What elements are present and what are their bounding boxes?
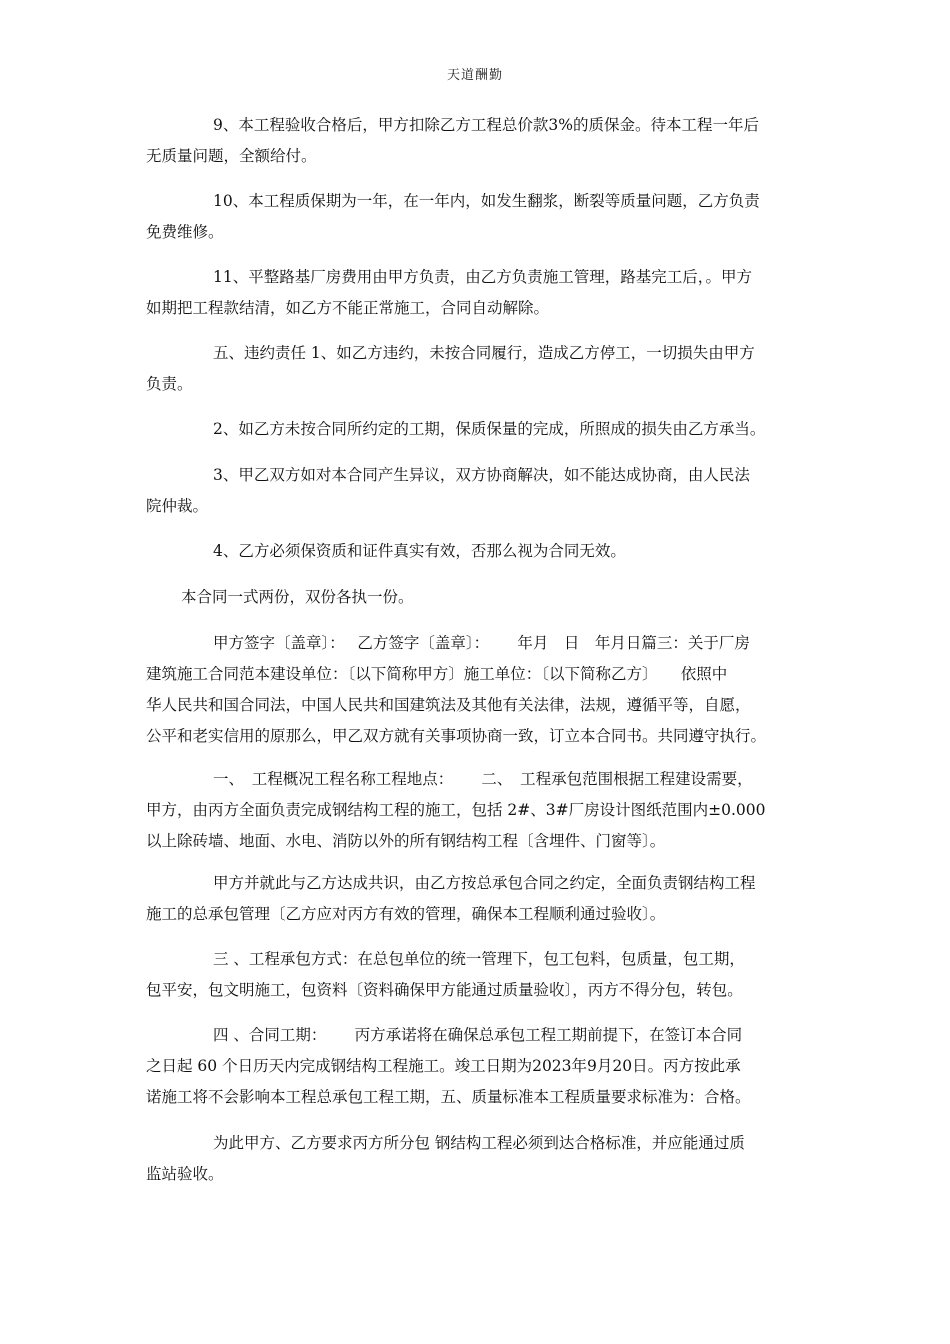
text-line: 三 、工程承包方式：在总包单位的统一管理下，包工包料，包质量，包工期， — [213, 950, 745, 968]
text-line: 华人民共和国合同法，中国人民共和国建筑法及其他有关法律，法规，遵循平等，自愿， — [146, 696, 751, 714]
paragraph — [146, 460, 806, 522]
text-line: 之日起 60 个日历天内完成钢结构工程施工。竣工日期为2023年9月20日。丙方按此承 — [146, 1057, 741, 1075]
text-line: 为此甲方、乙方要求丙方所分包 钢结构工程必须到达合格标准，并应能通过质 — [213, 1134, 745, 1152]
text-line: 10、本工程质保期为一年，在一年内，如发生翻浆，断裂等质量问题，乙方负责 — [213, 192, 760, 210]
paragraph — [146, 414, 806, 445]
text-line: 五、违约责任 1、如乙方违约，未按合同履行，造成乙方停工，一切损失由甲方 — [213, 344, 755, 362]
text-line: 4、乙方必须保资质和证件真实有效，否那么视为合同无效。 — [213, 542, 626, 560]
text-line: 9、本工程验收合格后，甲方扣除乙方工程总价款3%的质保金。待本工程一年后 — [213, 116, 759, 134]
text-line: 一、 工程概况工程名称工程地点： 二、 工程承包范围根据工程建设需要， — [213, 770, 753, 788]
text-line: 2、如乙方未按合同所约定的工期，保质保量的完成，所照成的损失由乙方承当。 — [213, 420, 766, 438]
text-line: 负责。 — [146, 375, 193, 393]
paragraph — [146, 1128, 806, 1190]
text-line: 诺施工将不会影响本工程总承包工程工期，五、质量标准本工程质量要求标准为：合格。 — [146, 1088, 751, 1106]
paragraph — [146, 582, 806, 613]
text-line: 无质量问题，全额给付。 — [146, 147, 317, 165]
text-line: 公平和老实信用的原那么，甲乙双方就有关事项协商一致，订立本合同书。共同遵守执行。 — [146, 727, 767, 745]
text-line: 11、平整路基厂房费用由甲方负责，由乙方负责施工管理，路基完工后，。甲方 — [213, 268, 752, 286]
text-line: 建筑施工合同范本建设单位：〔以下简称甲方〕施工单位：〔以下简称乙方〕 依照中 — [146, 665, 728, 683]
paragraph — [146, 868, 806, 930]
text-line: 甲方并就此与乙方达成共识，由乙方按总承包合同之约定，全面负责钢结构工程 — [213, 874, 756, 892]
text-line: 包平安，包文明施工，包资料〔资料确保甲方能通过质量验收〕，丙方不得分包，转包。 — [146, 981, 743, 999]
text-line: 四 、合同工期： 丙方承诺将在确保总承包工程工期前提下，在签订本合同 — [213, 1026, 743, 1044]
paragraph — [146, 338, 806, 400]
text-line: 以上除砖墙、地面、水电、消防以外的所有钢结构工程〔含埋件、门窗等〕。 — [146, 832, 666, 850]
page-header: 天道酬勤 — [446, 68, 503, 83]
text-line: 施工的总承包管理〔乙方应对丙方有效的管理，确保本工程顺利通过验收〕。 — [146, 905, 666, 923]
text-line: 甲方，由丙方全面负责完成钢结构工程的施工，包括 2#、3#厂房设计图纸范围内±0.000 — [146, 801, 766, 819]
paragraph — [146, 110, 806, 172]
text-line: 3、甲乙双方如对本合同产生异议，双方协商解决，如不能达成协商，由人民法 — [213, 466, 750, 484]
text-line: 免费维修。 — [146, 223, 224, 241]
text-line: 院仲裁。 — [146, 497, 209, 515]
text-line: 监站验收。 — [146, 1165, 224, 1183]
paragraph — [146, 1020, 806, 1113]
text-line: 甲方签字〔盖章〕： 乙方签字〔盖章〕： 年月 日 年月日篇三：关于厂房 — [213, 634, 750, 652]
paragraph — [146, 628, 806, 752]
text-line: 本合同一式两份，双份各执一份。 — [181, 588, 414, 606]
paragraph — [146, 944, 806, 1006]
paragraph — [146, 536, 806, 567]
text-line: 如期把工程款结清，如乙方不能正常施工，合同自动解除。 — [146, 299, 550, 317]
paragraph — [146, 262, 806, 324]
paragraph — [146, 764, 806, 857]
paragraph — [146, 186, 806, 248]
